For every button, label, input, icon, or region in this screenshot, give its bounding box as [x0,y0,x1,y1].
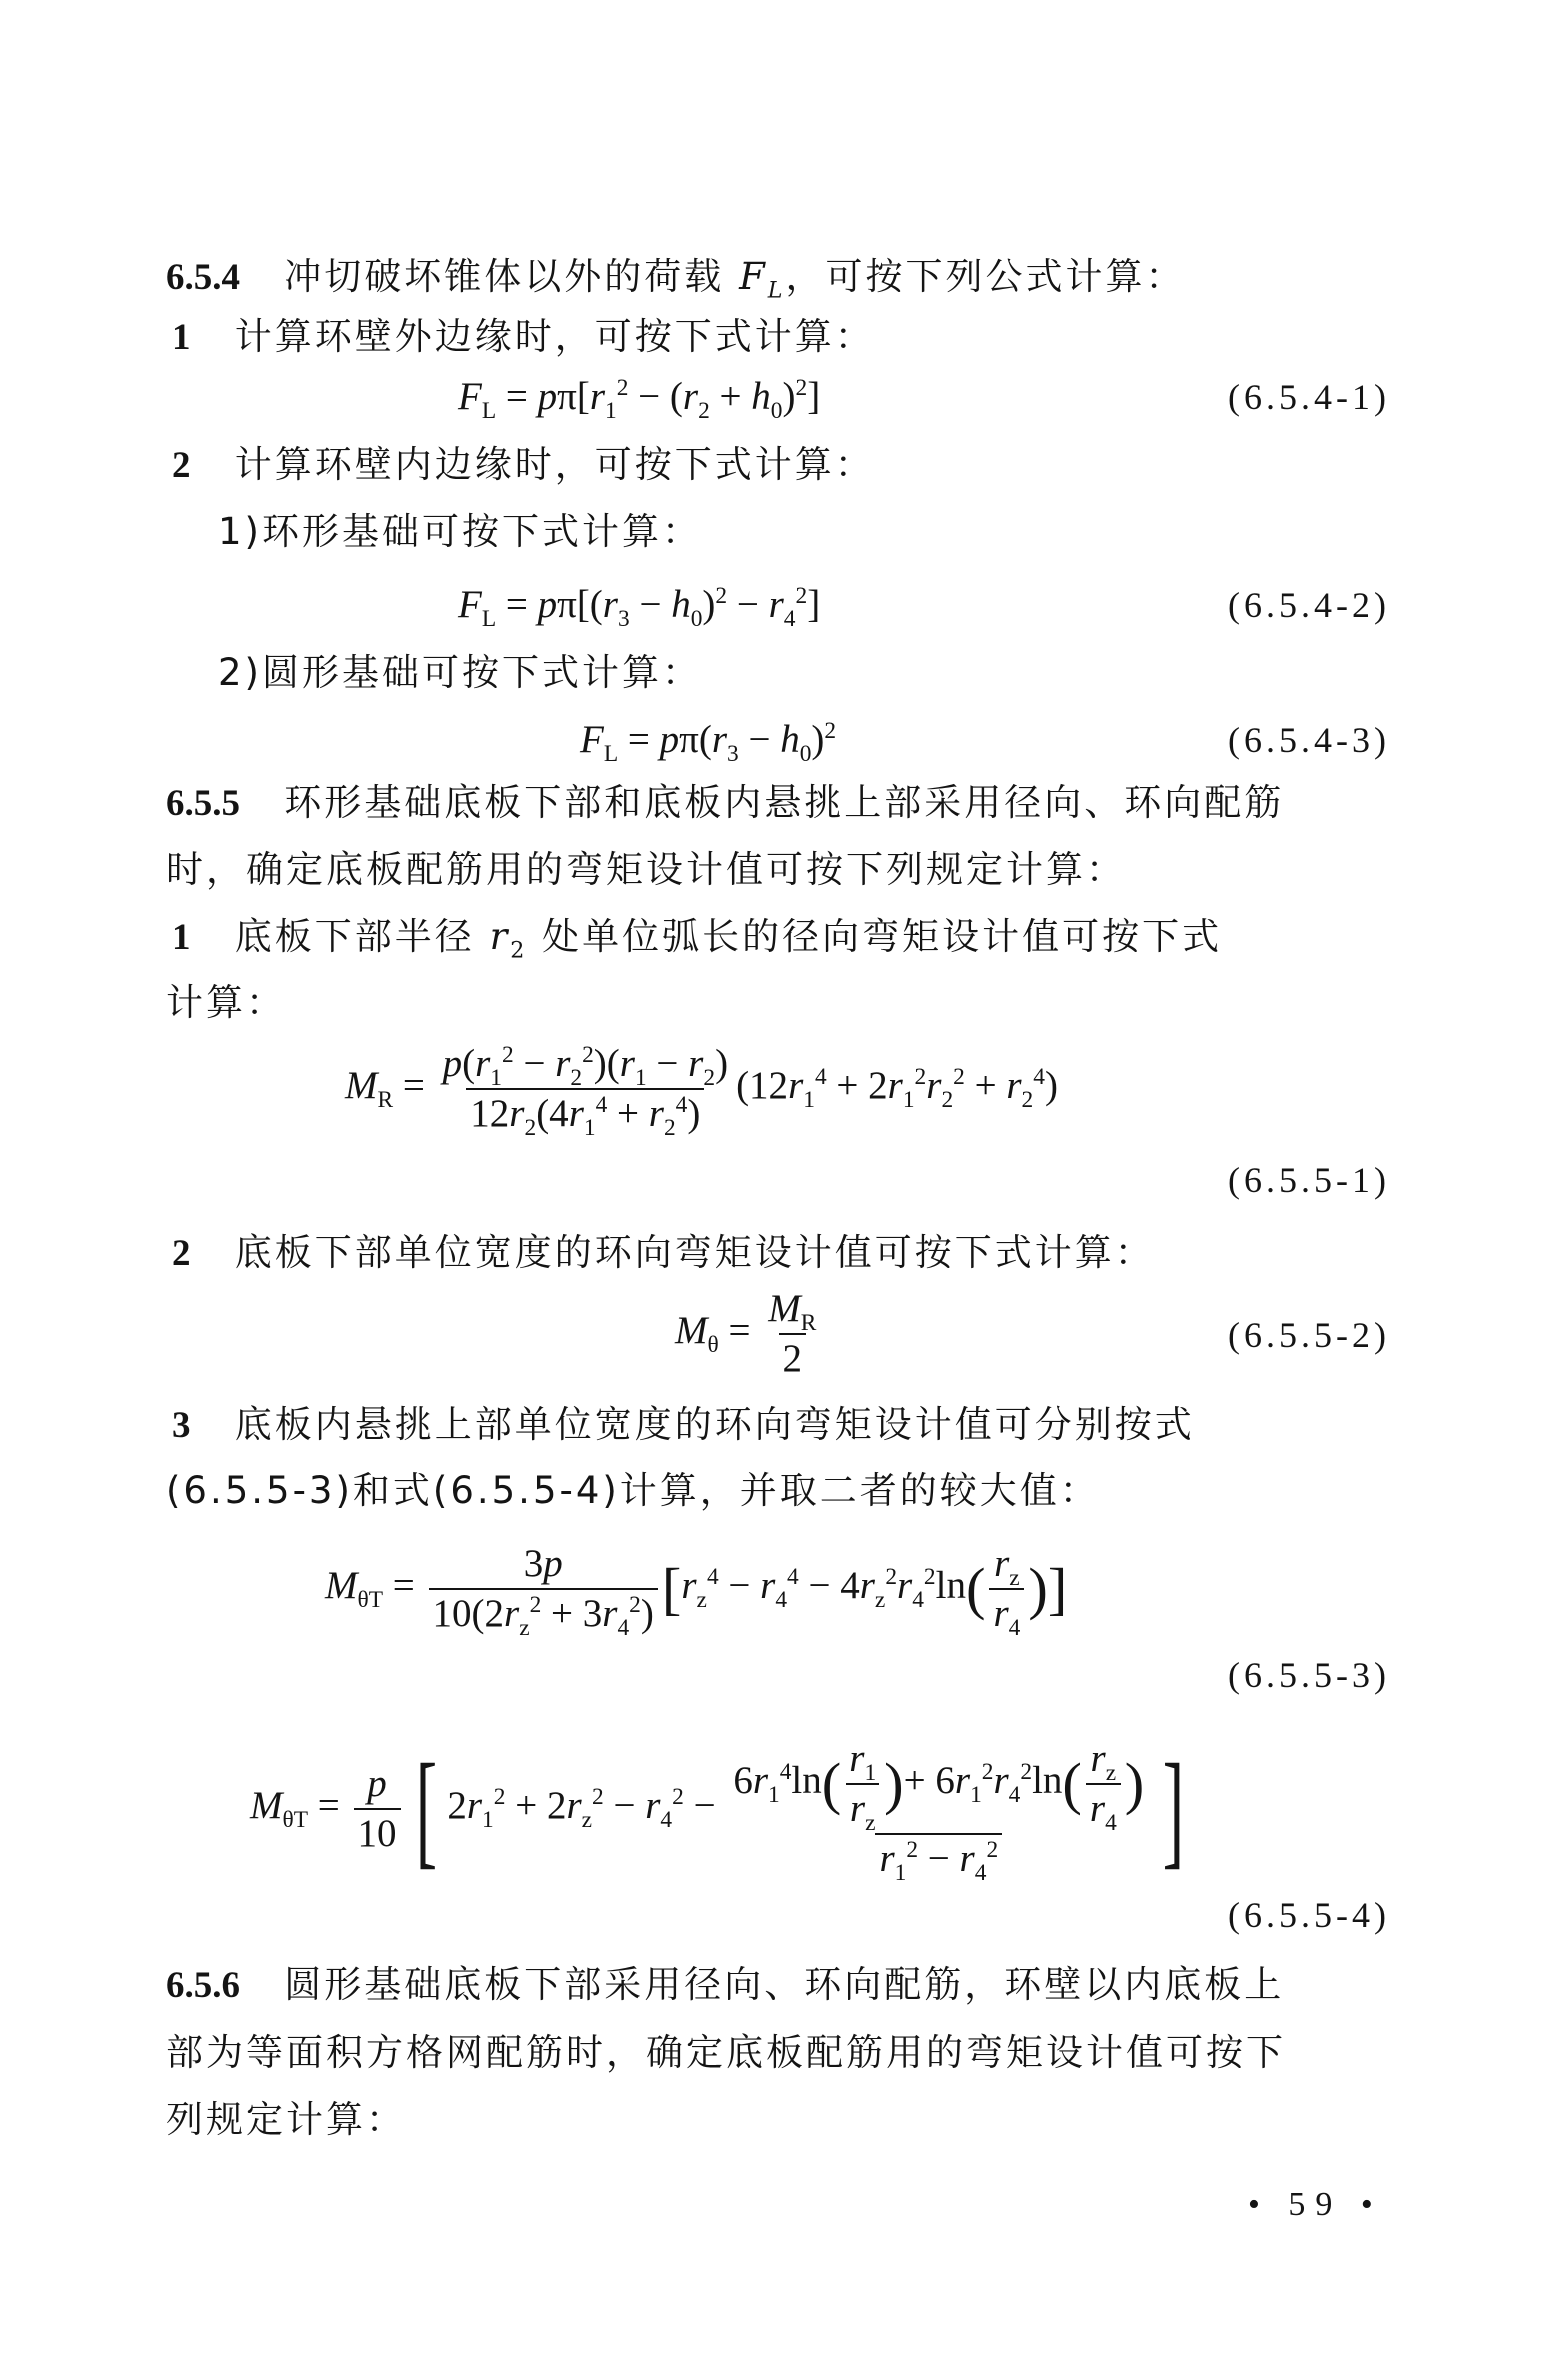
clause-text: 列规定计算： [166,2098,406,2141]
equation-6-5-5-4: $M_{\theta T}$ = $\frac{p}{10}$ [ $2r_1^2 + 2r_z^2 - r_4^2$ − $6r_1^4\ln$( $\frac{r_1}{r_z}$ )+ $6r_1^2r_4^2\ln$( $\frac{r_z}{r_4}$ ) $r_1^2 - r_4^2$ ] [250,1736,1185,1886]
clause-text: 时，确定底板配筋用的弯矩设计值可按下列规定计算： [166,848,1126,891]
equation-number: (6.5.4-2) [1228,585,1390,625]
equation-6-5-5-3: $M_{\theta T}$ = $\frac{3p}{10(2r_z^2 + 3r_4^2)}$ [$r_z^4 - r_4^4 - 4r_z^2r_4^2\ln$( $\frac{r_z}{r_4}$ )] [325,1542,1068,1641]
item-2: 2 计算环壁内边缘时，可按下式计算： [172,443,875,486]
equation-6-5-5-2: $M_\theta$ = $\frac{M_R}{2}$ [675,1285,824,1383]
sub-item-ring: 1)环形基础可按下式计算： [218,510,702,553]
sub-item-circular: 2)圆形基础可按下式计算： [218,651,702,694]
equation-number: (6.5.5-1) [1228,1160,1390,1200]
equation-number: (6.5.5-2) [1228,1315,1390,1355]
equation-number: (6.5.5-4) [1228,1895,1390,1935]
equation-6-5-4-3: $F_L = p\pi(r_3 - h_0)^2$ [580,718,837,767]
item-2: 2 底板下部单位宽度的环向弯矩设计值可按下式计算： [172,1231,1155,1274]
symbol-fl: $F_L$ [739,255,786,304]
equation-6-5-4-1: $F_L = p\pi[r_1^2 - (r_2 + h_0)^2]$ [458,375,821,424]
page-number: • 59 • [1248,2186,1383,2223]
clause-text: 部为等面积方格网配筋时，确定底板配筋用的弯矩设计值可按下 [166,2031,1286,2074]
clause-6-5-4-heading: 6.5.4 冲切破坏锥体以外的荷载 $F_L$，可按下列公式计算： [166,255,1186,304]
item-3: 3 底板内悬挑上部单位宽度的环向弯矩设计值可分别按式 [172,1403,1195,1446]
equation-number: (6.5.5-3) [1228,1655,1390,1695]
clause-text: 计算： [166,981,286,1024]
clause-text: (6.5.5-3)和式(6.5.5-4)计算，并取二者的较大值： [166,1469,1100,1512]
equation-6-5-4-2: $F_L = p\pi[(r_3 - h_0)^2 - r_4^2]$ [458,583,821,632]
item-1: 1 计算环壁外边缘时，可按下式计算： [172,315,875,358]
equation-number: (6.5.4-1) [1228,377,1390,417]
item-1: 1 底板下部半径 $r_2$ 处单位弧长的径向弯矩设计值可按下式 [172,915,1223,964]
equation-number: (6.5.4-3) [1228,720,1390,760]
clause-number: 6.5.4 [166,257,240,298]
clause-6-5-5-heading: 6.5.5 环形基础底板下部和底板内悬挑上部采用径向、环向配筋 [166,781,1285,824]
equation-6-5-5-1: $M_R$ = $\frac{p(r_1^2 - r_2^2)(r_1 - r_2)}{12r_2(4r_1^4 + r_2^4)}$ $(12r_1^4 + 2r_1^2r_2^2 + r_2^4)$ [345,1042,1058,1141]
clause-6-5-6-heading: 6.5.6 圆形基础底板下部采用径向、环向配筋，环壁以内底板上 [166,1963,1285,2006]
